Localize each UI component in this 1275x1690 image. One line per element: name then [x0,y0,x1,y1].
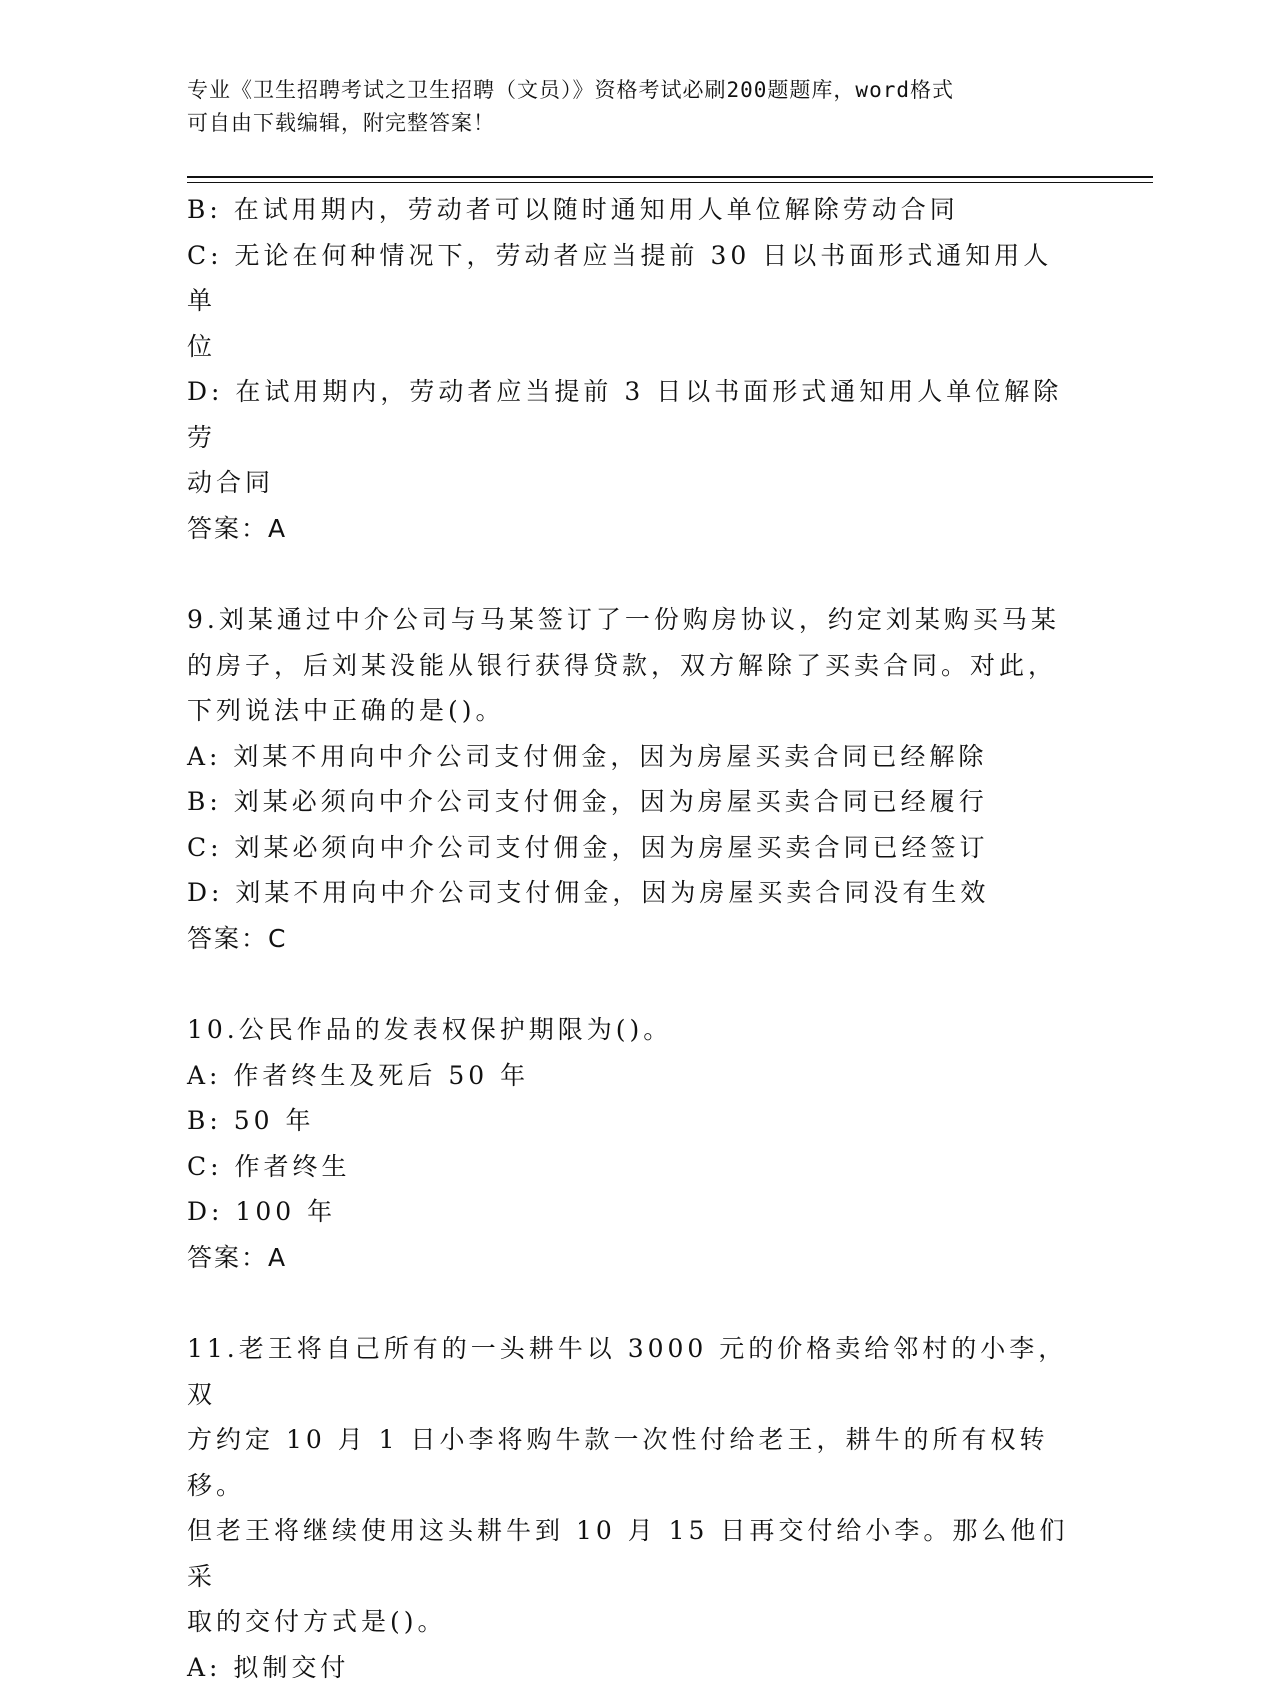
q10-option-c: C: 作者终生 [187,1144,1077,1190]
header-line-2: 可自由下载编辑，附完整答案！ [187,107,1067,140]
q9-option-a: A: 刘某不用向中介公司支付佣金，因为房屋买卖合同已经解除 [187,734,1077,780]
question-10 [187,1007,1077,1280]
q10-answer: 答案：A [187,1235,1077,1281]
q11-stem-line-2: 方约定 10 月 1 日小李将购牛款一次性付给老王，耕牛的所有权转移。 [187,1417,1077,1508]
q9-answer: 答案：C [187,916,1077,962]
q10-option-b: B: 50 年 [187,1098,1077,1144]
q8-option-b: B: 在试用期内，劳动者可以随时通知用人单位解除劳动合同 [187,187,1077,233]
q9-option-b: B: 刘某必须向中介公司支付佣金，因为房屋买卖合同已经履行 [187,779,1077,825]
q10-option-d: D: 100 年 [187,1189,1077,1235]
document-header [187,74,1067,140]
spacer [187,961,1077,1007]
q9-stem-line-2: 的房子，后刘某没能从银行获得贷款，双方解除了买卖合同。对此， [187,643,1077,689]
q9-option-d: D: 刘某不用向中介公司支付佣金，因为房屋买卖合同没有生效 [187,870,1077,916]
q8-option-d-line-2: 动合同 [187,460,1077,506]
q9-option-c: C: 刘某必须向中介公司支付佣金，因为房屋买卖合同已经签订 [187,825,1077,871]
q11-stem-line-1: 11.老王将自己所有的一头耕牛以 3000 元的价格卖给邻村的小李，双 [187,1326,1077,1417]
q11-stem-line-4: 取的交付方式是()。 [187,1599,1077,1645]
question-9 [187,597,1077,961]
header-divider-thick [187,176,1153,178]
header-line-1: 专业《卫生招聘考试之卫生招聘（文员）》资格考试必刷200题题库，word格式 [187,74,1067,107]
q11-stem-line-3: 但老王将继续使用这头耕牛到 10 月 15 日再交付给小李。那么他们采 [187,1508,1077,1599]
q9-stem-line-3: 下列说法中正确的是()。 [187,688,1077,734]
q9-stem-line-1: 9.刘某通过中介公司与马某签订了一份购房协议，约定刘某购买马某 [187,597,1077,643]
q8-answer: 答案：A [187,506,1077,552]
spacer [187,551,1077,597]
q8-option-d-line-1: D: 在试用期内，劳动者应当提前 3 日以书面形式通知用人单位解除劳 [187,369,1077,460]
q11-option-a: A: 拟制交付 [187,1645,1077,1690]
q10-stem: 10.公民作品的发表权保护期限为()。 [187,1007,1077,1053]
question-11 [187,1326,1077,1690]
question-8 [187,187,1077,551]
spacer [187,1280,1077,1326]
document-body [187,187,1077,1690]
header-divider-thin [187,182,1153,183]
q10-option-a: A: 作者终生及死后 50 年 [187,1053,1077,1099]
q8-option-c-line-1: C: 无论在何种情况下，劳动者应当提前 30 日以书面形式通知用人单 [187,233,1077,324]
q8-option-c-line-2: 位 [187,324,1077,370]
